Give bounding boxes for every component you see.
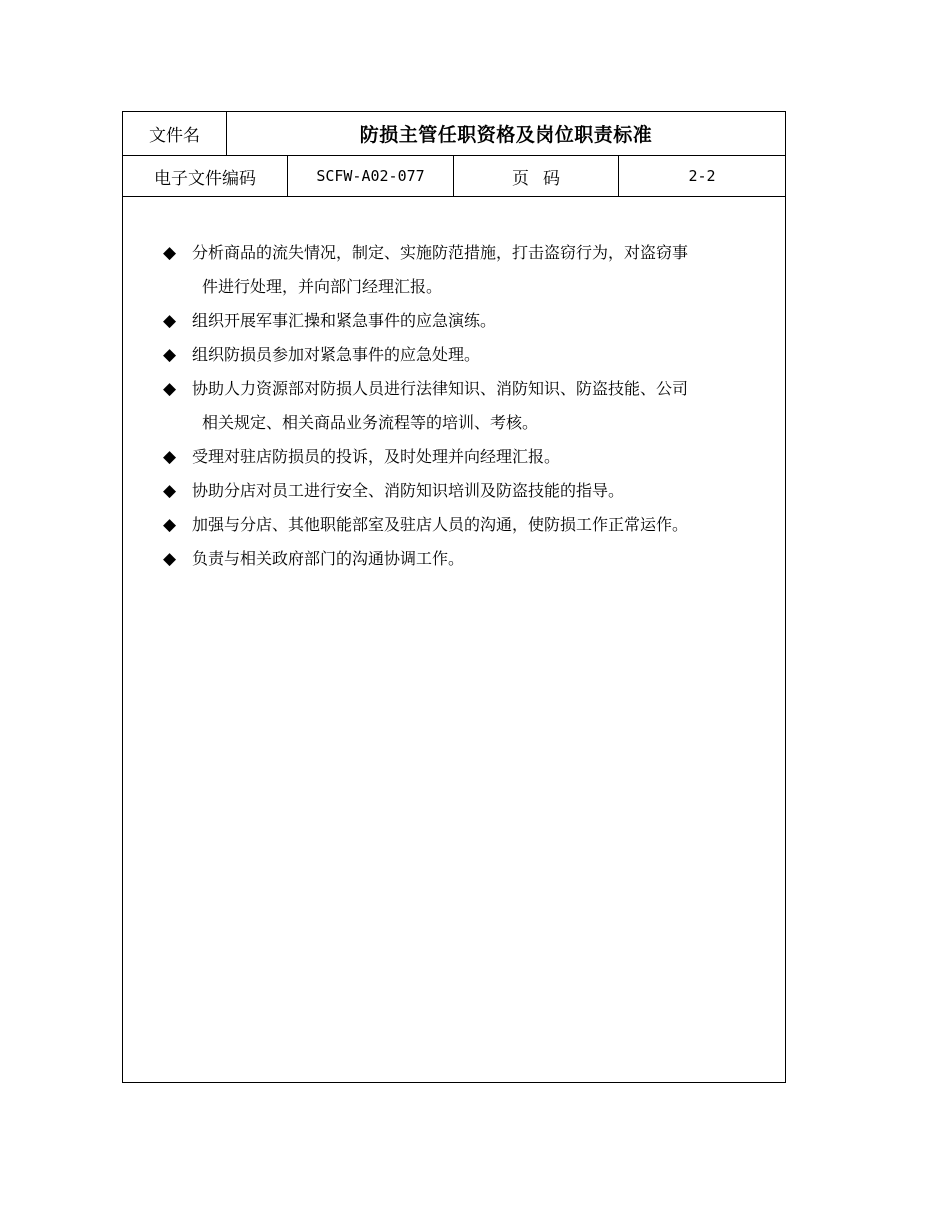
list-item-text: 协助分店对员工进行安全、消防知识培训及防盗技能的指导。 <box>192 481 625 500</box>
list-item-continuation: 件进行处理，并向部门经理汇报。 <box>202 277 443 296</box>
list-item <box>163 372 775 440</box>
list-item <box>163 338 775 372</box>
list-item-text: 受理对驻店防损员的投诉，及时处理并向经理汇报。 <box>192 447 561 466</box>
list-item <box>163 236 775 304</box>
diamond-bullet-icon: ◆ <box>163 243 177 263</box>
diamond-bullet-icon: ◆ <box>163 447 177 467</box>
document-frame <box>122 111 786 1083</box>
diamond-bullet-icon: ◆ <box>163 549 177 569</box>
list-item-text: 加强与分店、其他职能部室及驻店人员的沟通，使防损工作正常运作。 <box>192 515 689 534</box>
list-item <box>163 304 775 338</box>
list-item-continuation: 相关规定、相关商品业务流程等的培训、考核。 <box>202 413 539 432</box>
doc-code-value: SCFW-A02-077 <box>288 156 454 196</box>
diamond-bullet-icon: ◆ <box>163 481 177 501</box>
diamond-bullet-icon: ◆ <box>163 515 177 535</box>
file-name-label: 文件名 <box>123 112 227 155</box>
list-item-text: 负责与相关政府部门的沟通协调工作。 <box>192 549 465 568</box>
diamond-bullet-icon: ◆ <box>163 345 177 365</box>
page-label: 页码 <box>454 156 619 196</box>
diamond-bullet-icon: ◆ <box>163 379 177 399</box>
list-item-text: 分析商品的流失情况，制定、实施防范措施，打击盗窃行为，对盗窃事 <box>192 243 689 262</box>
diamond-bullet-icon: ◆ <box>163 311 177 331</box>
header-row-meta <box>123 156 785 197</box>
page-value: 2-2 <box>688 167 716 185</box>
list-item <box>163 440 775 474</box>
list-item-text: 协助人力资源部对防损人员进行法律知识、消防知识、防盗技能、公司 <box>192 379 689 398</box>
list-item-text: 组织防损员参加对紧急事件的应急处理。 <box>192 345 481 364</box>
doc-code-label: 电子文件编码 <box>123 156 288 196</box>
list-item <box>163 508 775 542</box>
list-item <box>163 542 775 576</box>
header-row-title <box>123 112 785 156</box>
list-item-text: 组织开展军事汇操和紧急事件的应急演练。 <box>192 311 497 330</box>
document-title: 防损主管任职资格及岗位职责标准 <box>359 124 653 146</box>
duties-list <box>163 236 775 576</box>
list-item <box>163 474 775 508</box>
